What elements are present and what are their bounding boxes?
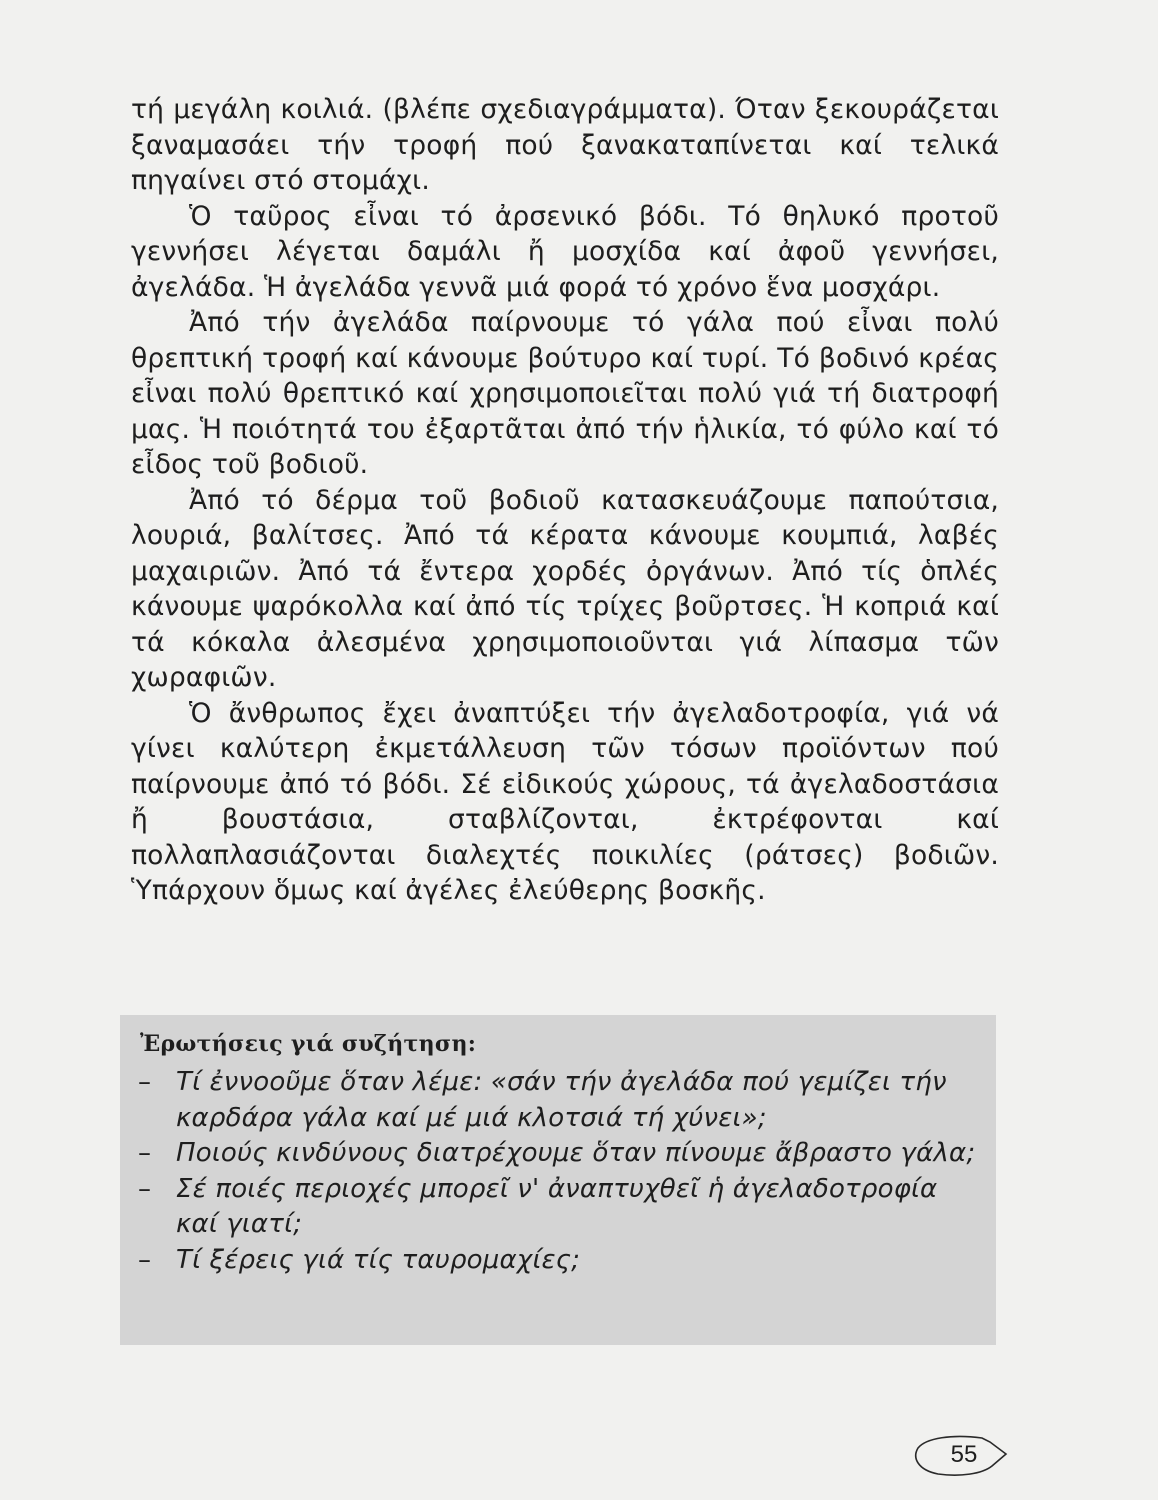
page-number-badge [912,1432,1008,1478]
paragraph-4: Ἀπό τό δέρμα τοῦ βοδιοῦ κατασκευάζουμε παπούτσια, λουριά, βαλίτσες. Ἀπό τά κέρατα κάνουμε κουμπιά, λαβές μαχαιριῶν. Ἀπό τά ἔντερα χορδές ὀργάνων. Ἀπό τίς ὁπλές κάνουμε ψαρόκολλα καί ἀπό τίς τρίχες βοῦρτσες. Ἡ κοπριά καί τά κόκαλα ἀλεσμένα χρησιμοποιοῦνται γιά λίπασμα τῶν χωραφιῶν. [131,484,999,693]
question-item [138,1136,984,1172]
question-text: Σέ ποιές περιοχές μπορεῖ ν' ἀναπτυχθεῖ ἡ ἀγελαδοτροφία καί γιατί; [176,1173,938,1239]
dash-marker: – [138,1173,152,1204]
question-item [138,1065,984,1136]
dash-marker: – [138,1244,152,1275]
dash-marker: – [138,1138,152,1168]
paragraph-2: Ὁ ταῦρος εἶναι τό ἀρσενικό βόδι. Τό θηλυκό προτοῦ γεννήσει λέγεται δαμάλι ἤ μοσχίδα καί ἀφοῦ γεννήσει, ἀγελάδα. Ἡ ἀγελάδα γεννᾶ μιά φορά τό χρόνο ἕνα μοσχάρι. [131,200,999,303]
paragraph-5: Ὁ ἄνθρωπος ἔχει ἀναπτύξει τήν ἀγελαδοτροφία, γιά νά γίνει καλύτερη ἐκμετάλλευση τῶν τόσων προϊόντων πού παίρνουμε ἀπό τό βόδι. Σέ εἰδικούς χώρους, τά ἀγελαδοστάσια ἤ βουστάσια, σταβλίζονται, ἐκτρέφονται καί πολλαπλασιάζονται διαλεχτές ποικιλίες (ράτσες) βοδιῶν. Ὑπάρχουν ὅμως καί ἀγέλες ἐλεύθερης βοσκῆς. [131,697,999,906]
questions-heading: Ἐρωτήσεις γιά συζήτηση: [140,1031,477,1057]
dash-marker: – [138,1067,152,1097]
paragraph-1: τή μεγάλη κοιλιά. (βλέπε σχεδιαγράμματα). Όταν ξεκουράζεται ξαναμασάει τήν τροφή πού ξανακαταπίνεται καί τελικά πηγαίνει στό στομάχι. [131,94,999,196]
question-text: Τί ἐννοοῦμε ὅταν λέμε: «σάν τήν ἀγελάδα πού γεμίζει τήν καρδάρα γάλα καί μέ μιά κλοτσιά τή χύνει»; [176,1067,947,1133]
discussion-questions-box [120,1015,996,1345]
question-text: Ποιούς κινδύνους διατρέχουμε ὅταν πίνουμε ἄβραστο γάλα; [176,1138,976,1168]
question-item [138,1243,984,1279]
questions-list [138,1065,984,1278]
body-text [131,92,999,909]
paragraph-3: Ἀπό τήν ἀγελάδα παίρνουμε τό γάλα πού εἶναι πολύ θρεπτική τροφή καί κάνουμε βούτυρο καί τυρί. Τό βοδινό κρέας εἶναι πολύ θρεπτικό καί χρησιμοποιεῖται πολύ γιά τή διατροφή μας. Ἡ ποιότητά του ἐξαρτᾶται ἀπό τήν ἡλικία, τό φύλο καί τό εἶδος τοῦ βοδιοῦ. [131,307,999,480]
page-number: 55 [950,1441,978,1468]
question-text: Τί ξέρεις γιά τίς ταυρομαχίες; [176,1244,581,1275]
question-item [138,1172,984,1243]
